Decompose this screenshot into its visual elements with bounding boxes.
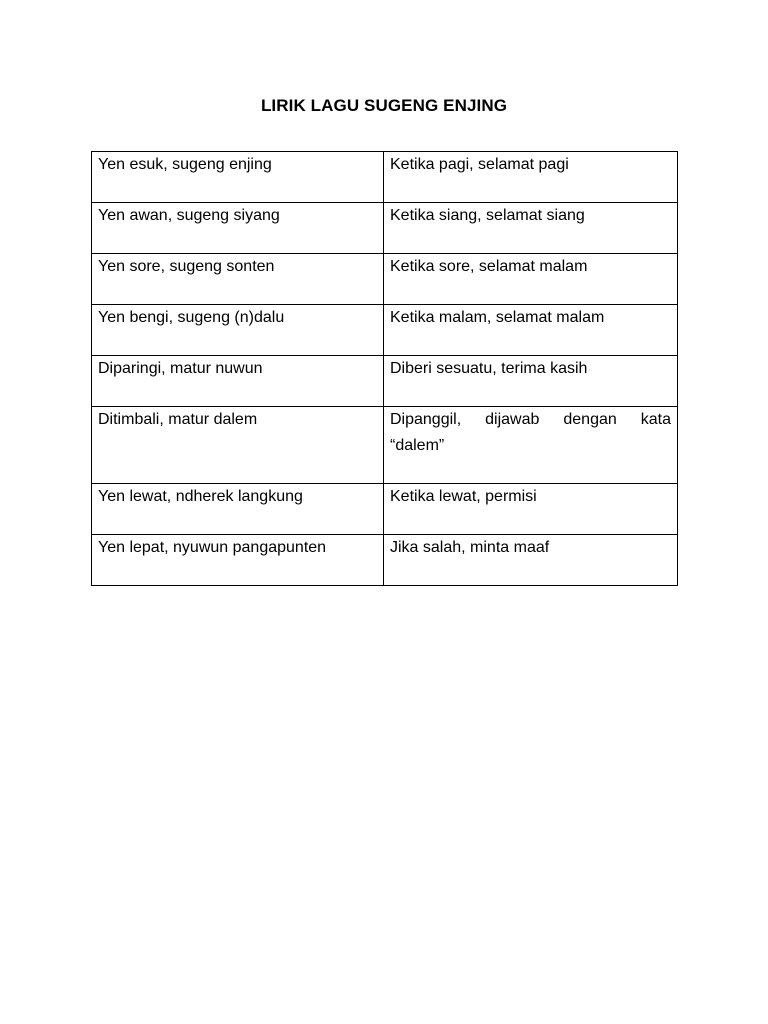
- javanese-cell: [92, 535, 384, 586]
- indonesian-text: Ketika siang, selamat siang: [390, 207, 585, 224]
- javanese-text: Yen lepat, nyuwun pangapunten: [98, 539, 327, 556]
- javanese-cell: [92, 203, 384, 254]
- javanese-cell: [92, 407, 384, 484]
- indonesian-cell: [384, 305, 678, 356]
- javanese-text: Diparingi, matur nuwun: [98, 360, 263, 377]
- javanese-text: Yen lewat, ndherek langkung: [98, 488, 303, 505]
- javanese-cell: [92, 152, 384, 203]
- indonesian-cell: [384, 407, 678, 484]
- javanese-cell: [92, 305, 384, 356]
- indonesian-cell: [384, 254, 678, 305]
- table-row: [92, 305, 678, 356]
- javanese-text: Yen awan, sugeng siyang: [98, 207, 280, 224]
- indonesian-text: Ketika lewat, permisi: [390, 488, 537, 505]
- indonesian-text: Diberi sesuatu, terima kasih: [390, 360, 588, 377]
- indonesian-cell: [384, 535, 678, 586]
- page-title: LIRIK LAGU SUGENG ENJING: [260, 96, 508, 115]
- indonesian-text: Jika salah, minta maaf: [390, 539, 550, 556]
- table-row: [92, 535, 678, 586]
- indonesian-cell: [384, 152, 678, 203]
- indonesian-text: Ketika malam, selamat malam: [390, 309, 605, 326]
- table-row: [92, 254, 678, 305]
- indonesian-text: Dipanggil, dijawab dengan kata “dalem”: [390, 411, 671, 454]
- table-row: [92, 152, 678, 203]
- javanese-cell: [92, 254, 384, 305]
- table-row: [92, 203, 678, 254]
- indonesian-cell: [384, 203, 678, 254]
- indonesian-cell: [384, 356, 678, 407]
- table-row: [92, 484, 678, 535]
- javanese-text: Yen bengi, sugeng (n)dalu: [98, 309, 285, 326]
- javanese-text: Yen esuk, sugeng enjing: [98, 156, 272, 173]
- table-row: [92, 407, 678, 484]
- indonesian-text: Ketika sore, selamat malam: [390, 258, 588, 275]
- javanese-text: Yen sore, sugeng sonten: [98, 258, 275, 275]
- lyrics-table: [91, 151, 678, 586]
- indonesian-text: Ketika pagi, selamat pagi: [390, 156, 569, 173]
- javanese-cell: [92, 484, 384, 535]
- table-row: [92, 356, 678, 407]
- javanese-text: Ditimbali, matur dalem: [98, 411, 258, 428]
- javanese-cell: [92, 356, 384, 407]
- indonesian-cell: [384, 484, 678, 535]
